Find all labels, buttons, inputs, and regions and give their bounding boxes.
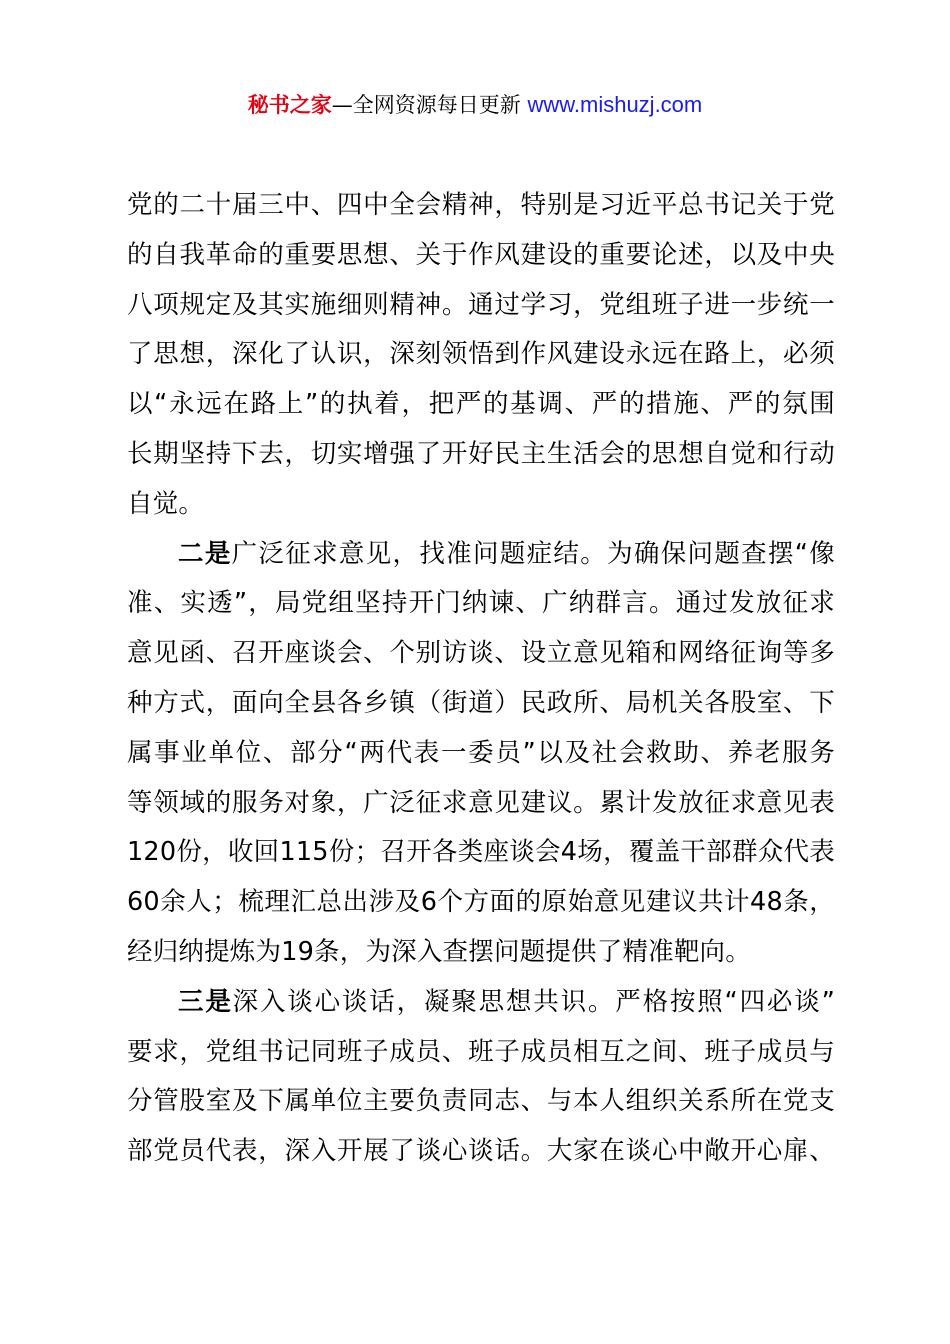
text-line: 属事业单位、部分“两代表一委员”以及社会救助、养老服务: [127, 737, 835, 768]
text-line: 经归纳提炼为19条，为深入查摆问题提供了精准靶向。: [127, 936, 751, 967]
site-header: [0, 88, 950, 122]
paragraph: [127, 530, 835, 978]
brand-name: 秘书之家: [247, 93, 332, 117]
paragraph-lead: 二是: [178, 538, 232, 569]
text-line-body: 广泛征求意见，找准问题症结。为确保问题查摆“像: [231, 538, 836, 569]
paragraph: [127, 181, 835, 530]
text-line: 以“永远在路上”的执着，把严的基调、严的措施、严的氛围: [127, 389, 835, 420]
text-line: 120份，收回115份；召开各类座谈会4场，覆盖干部群众代表: [127, 837, 835, 868]
text-line: 的自我革命的重要思想、关于作风建设的重要论述，以及中央: [127, 239, 835, 270]
text-line: 分管股室及下属单位主要负责同志、与本人组织关系所在党支: [127, 1086, 835, 1117]
text-line: 党的二十届三中、四中全会精神，特别是习近平总书记关于党: [127, 190, 835, 220]
text-line: 60余人；梳理汇总出涉及6个方面的原始意见建议共计48条，: [127, 887, 835, 918]
text-line: 长期坚持下去，切实增强了开好民主生活会的思想自觉和行动: [127, 438, 835, 469]
text-line: 自觉。: [127, 488, 205, 519]
text-line: [127, 978, 835, 1028]
paragraph-lead: 三是: [178, 986, 233, 1017]
text-line: 要求，党组书记同班子成员、班子成员相互之间、班子成员与: [127, 1036, 835, 1067]
text-line: 种方式，面向全县各乡镇（街道）民政所、局机关各股室、下: [127, 687, 835, 718]
text-line: 准、实透”，局党组坚持开门纳谏、广纳群言。通过发放征求: [127, 588, 835, 619]
site-url[interactable]: www.mishuzj.com: [527, 92, 703, 117]
text-line: [127, 530, 835, 580]
text-line: 意见函、召开座谈会、个别访谈、设立意见箱和网络征询等多: [127, 638, 835, 669]
document-body: [127, 181, 835, 1177]
text-line: 等领域的服务对象，广泛征求意见建议。累计发放征求意见表: [127, 787, 835, 818]
text-line: 了思想，深化了认识，深刻领悟到作风建设永远在路上，必须: [127, 339, 835, 370]
text-line: 八项规定及其实施细则精神。通过学习，党组班子进一步统一: [127, 289, 835, 320]
paragraph: [127, 978, 835, 1177]
text-line: 部党员代表，深入开展了谈心谈话。大家在谈心中敞开心扉、: [127, 1136, 835, 1167]
header-tagline: —全网资源每日更新: [331, 93, 528, 117]
text-line-body: 深入谈心谈话，凝聚思想共识。严格按照“四必谈”: [232, 986, 835, 1017]
